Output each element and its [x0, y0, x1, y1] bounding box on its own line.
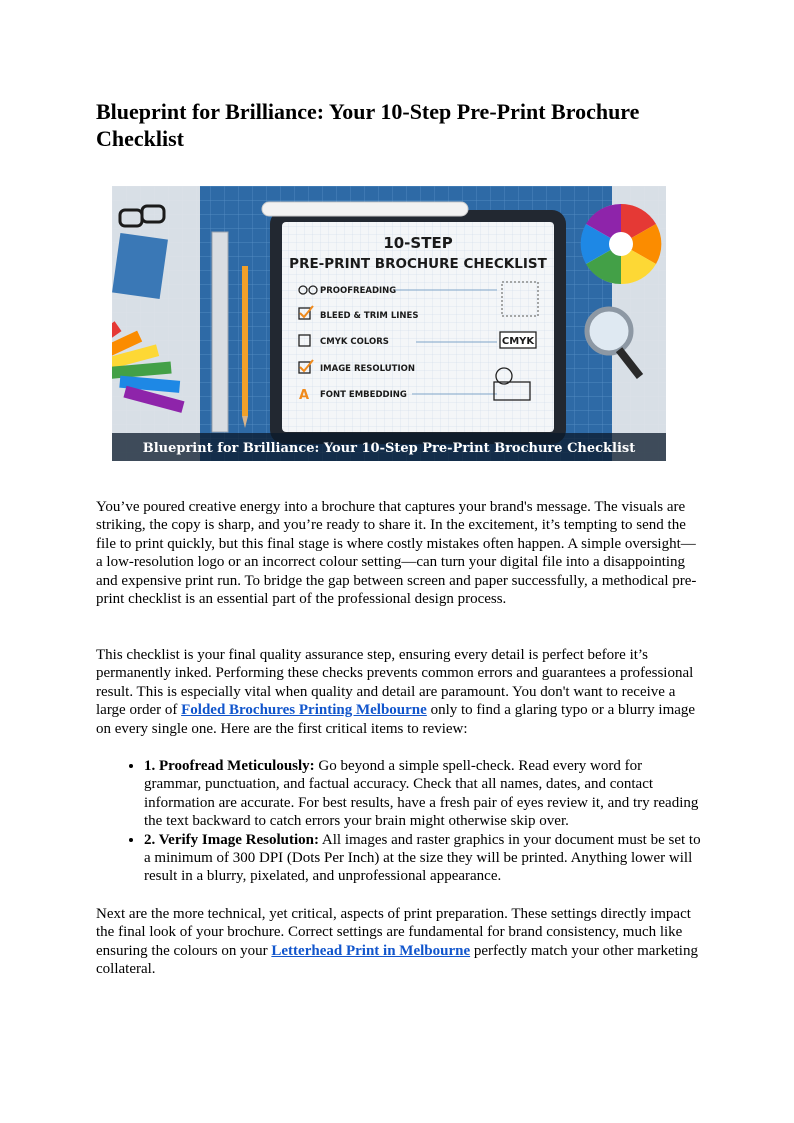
checklist-paragraph: This checklist is your final quality assurance step, ensuring every detail is perfect before it’s permanently inked. Performing these checks prevents common errors and guarantees a professional result. This is especially vital when quality and detail are paramount. You don't want to receive a large order of Folded Brochures Printing Melbourne only to find a glaring typo or a blurry image on every single one. Here are the first critical items to review:	[96, 647, 696, 737]
intro-paragraph: You’ve poured creative energy into a brochure that captures your brand's message. The visuals are striking, the copy is sharp, and you’re ready to share it. In the excitement, it’s tempting to send the file to print quickly, but this final stage is where costly mistakes often happen. A simple oversight—a low-resolution logo or an incorrect colour setting—can turn your digital file into a disappointing and expensive print run. To bridge the gap between screen and paper successfully, a methodical pre-print checklist is an essential part of the professional design process.	[96, 499, 697, 608]
hero-heading-line1: 10-STEP	[383, 234, 453, 252]
color-wheel-icon	[581, 204, 662, 284]
checklist-illustration	[112, 186, 666, 461]
letterhead-print-link[interactable]: Letterhead Print in Melbourne	[271, 942, 471, 959]
hero-caption: Blueprint for Brilliance: Your 10-Step Pre-Print Brochure Checklist	[142, 441, 636, 456]
cmyk-label: CMYK	[501, 336, 535, 347]
folded-brochures-link[interactable]: Folded Brochures Printing Melbourne	[181, 702, 427, 719]
svg-text:A: A	[299, 388, 310, 403]
svg-text:PROOFREADING: PROOFREADING	[320, 286, 397, 296]
technical-paragraph: Next are the more technical, yet critical, aspects of print preparation. These settings directly impact the final look of your brochure. Correct settings are fundamental for brand consistency, much like ensuring the colours on your Letterhead Print in Melbourne perfectly match your other marketing collateral.	[96, 906, 698, 978]
hero-heading-line2: PRE-PRINT BROCHURE CHECKLIST	[289, 256, 547, 272]
svg-text:BLEED & TRIM LINES: BLEED & TRIM LINES	[320, 311, 419, 321]
checklist-bullets	[96, 757, 701, 886]
page-title: Blueprint for Brilliance: Your 10-Step Pre-Print Brochure Checklist	[96, 99, 640, 151]
ruler-icon	[212, 232, 228, 432]
list-item: • 1. Proofread Meticulously: Go beyond a simple spell-check. Read every word for grammar, punctuation, and factual accuracy. Check that all names, dates, and contact information are accurate. For best results, have a fresh pair of eyes review it, and try reading the text backward to catch errors your brain might otherwise skip over.	[144, 757, 701, 831]
svg-text:IMAGE RESOLUTION: IMAGE RESOLUTION	[320, 364, 415, 374]
svg-text:CMYK COLORS: CMYK COLORS	[320, 337, 389, 347]
pencil-icon	[242, 266, 248, 416]
list-item: • 2. Verify Image Resolution: All images and raster graphics in your document must be set to a minimum of 300 DPI (Dots Per Inch) at the size they will be printed. Anything lower will result in a blurry, pixelated, and unprofessional appearance.	[144, 831, 701, 886]
svg-text:FONT EMBEDDING: FONT EMBEDDING	[320, 390, 407, 400]
hero-image	[112, 186, 666, 461]
